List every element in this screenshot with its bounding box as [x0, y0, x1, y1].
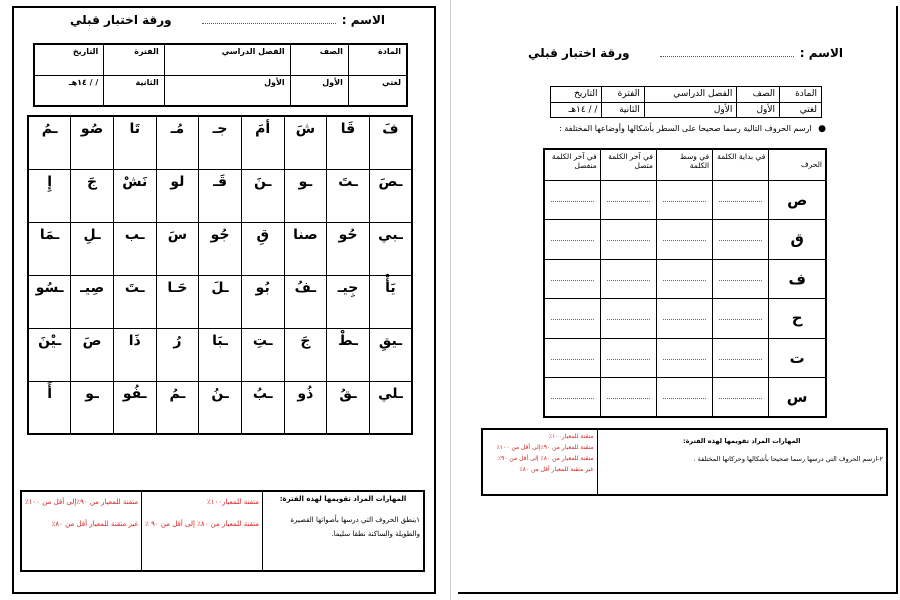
syllable-cell: ـفُو: [113, 381, 156, 434]
grid-row: [28, 275, 412, 328]
letter-cell: ح: [769, 299, 826, 339]
page-divider: [450, 0, 451, 600]
writing-blank[interactable]: [656, 180, 712, 220]
syllable-cell: جِيـ: [327, 275, 370, 328]
syllable-cell: صَ: [71, 328, 114, 381]
dotted-writing-line: [551, 359, 594, 360]
writing-blank[interactable]: [656, 220, 712, 260]
info-header: التاريخ: [551, 87, 602, 103]
criterion: غير متقنة للمعيار أقل من ٨٠٪: [51, 520, 139, 528]
info-header: المادة: [348, 44, 407, 75]
writing-blank[interactable]: [600, 378, 656, 418]
syllable-cell: ـنُ: [199, 381, 242, 434]
name-field[interactable]: [660, 47, 794, 57]
skills-title: المهارات المراد تقويمها لهذه الفترة:: [279, 495, 407, 503]
writing-blank[interactable]: [544, 259, 600, 299]
info-value: الأول: [737, 102, 780, 118]
writing-blank[interactable]: [713, 220, 769, 260]
info-value: الثانية: [104, 75, 164, 106]
syllable-cell: بُو: [241, 275, 284, 328]
writing-blank[interactable]: [656, 299, 712, 339]
dotted-writing-line: [719, 319, 762, 320]
syllable-reading-grid: [27, 115, 413, 435]
dotted-writing-line: [607, 280, 650, 281]
dotted-writing-line: [663, 319, 706, 320]
dotted-writing-line: [607, 201, 650, 202]
info-header: الفصل الدراسي: [164, 44, 290, 75]
letter-cell: ق: [769, 220, 826, 260]
info-header: الصف: [290, 44, 348, 75]
grid-row: [28, 381, 412, 434]
skills-title: المهارات المراد تقويمها لهذه الفترة:: [683, 437, 801, 445]
syllable-cell: جُو: [199, 222, 242, 275]
dotted-writing-line: [551, 240, 594, 241]
dotted-writing-line: [663, 359, 706, 360]
left-header: [70, 13, 385, 27]
syllable-cell: ـتَ: [113, 275, 156, 328]
dotted-writing-line: [663, 398, 706, 399]
syllable-cell: ـمُ: [156, 381, 199, 434]
grid-row: [28, 169, 412, 222]
syllable-cell: جـ: [199, 116, 242, 169]
syllable-cell: ذَا: [113, 328, 156, 381]
dotted-writing-line: [719, 359, 762, 360]
writing-blank[interactable]: [600, 259, 656, 299]
letter-row: [544, 338, 826, 378]
criterion: متقنة للمعيار من ٨٠٪ إلى أقل من ٩٠ ٪: [145, 520, 259, 528]
column-header: في بداية الكلمة: [713, 149, 769, 180]
syllable-cell: لو: [156, 169, 199, 222]
dotted-writing-line: [607, 319, 650, 320]
syllable-cell: قَا: [327, 116, 370, 169]
letter-forms-table: [543, 148, 827, 418]
criterion: متقنة للمعيار١٠٠٪: [548, 433, 594, 440]
info-header: المادة: [780, 87, 822, 103]
syllable-cell: ـمُ: [28, 116, 71, 169]
letter-row: [544, 180, 826, 220]
letter-cell: ص: [769, 180, 826, 220]
syllable-cell: ـصَ: [369, 169, 412, 222]
syllable-cell: ـبَا: [199, 328, 242, 381]
syllable-cell: قَـ: [199, 169, 242, 222]
name-label: الاسم :: [799, 46, 843, 60]
syllable-cell: أَ: [28, 381, 71, 434]
info-header: الصف: [737, 87, 780, 103]
instruction-text: ارسم الحروف التالية رسما صحيحا على السطر بأشكالها وأوضاعها المختلفة :: [559, 124, 812, 133]
dotted-writing-line: [663, 280, 706, 281]
syllable-cell: ـقُ: [327, 381, 370, 434]
writing-blank[interactable]: [600, 220, 656, 260]
info-value: الأول: [164, 75, 290, 106]
syllable-cell: تَا: [113, 116, 156, 169]
worksheet-title: ورقة اختبار قبلي: [528, 46, 630, 60]
dotted-writing-line: [719, 240, 762, 241]
syllable-cell: صنا: [284, 222, 327, 275]
syllable-cell: ـو: [284, 169, 327, 222]
writing-blank[interactable]: [713, 378, 769, 418]
dotted-writing-line: [663, 201, 706, 202]
syllable-cell: رُ: [156, 328, 199, 381]
syllable-cell: ـفُ: [284, 275, 327, 328]
letter-cell: ت: [769, 338, 826, 378]
syllable-cell: ـيْنَ: [28, 328, 71, 381]
syllable-cell: مُـ: [156, 116, 199, 169]
syllable-cell: ـو: [71, 381, 114, 434]
dotted-writing-line: [607, 240, 650, 241]
worksheet-title: ورقة اختبار قبلي: [70, 13, 172, 27]
info-header: الفصل الدراسي: [644, 87, 737, 103]
writing-blank[interactable]: [713, 338, 769, 378]
writing-blank[interactable]: [600, 299, 656, 339]
letter-row: [544, 220, 826, 260]
instruction-line: [559, 124, 826, 134]
criterion: متقنة للمعيار من ٨٠٪ إلى أقل من ٩٠٪: [497, 455, 594, 462]
syllable-cell: ـلِ: [71, 222, 114, 275]
letter-cell: ف: [769, 259, 826, 299]
syllable-cell: صُو: [71, 116, 114, 169]
info-value: لغتي: [780, 102, 822, 118]
name-label: الاسم :: [341, 13, 385, 27]
info-header: التاريخ: [34, 44, 104, 75]
writing-blank[interactable]: [544, 338, 600, 378]
writing-blank[interactable]: [713, 299, 769, 339]
dotted-writing-line: [607, 398, 650, 399]
syllable-cell: ذُو: [284, 381, 327, 434]
letter-row: [544, 299, 826, 339]
syllable-cell: حَـا: [156, 275, 199, 328]
letter-row: [544, 378, 826, 418]
syllable-cell: ـب: [113, 222, 156, 275]
writing-blank[interactable]: [656, 259, 712, 299]
dotted-writing-line: [551, 319, 594, 320]
syllable-cell: جَ: [71, 169, 114, 222]
criterion: متقنة للمعيار من ٩٠٪إلى أقل من ١٠٠٪: [25, 498, 139, 506]
syllable-cell: ـنَ: [241, 169, 284, 222]
right-skills-box: [481, 428, 888, 496]
syllable-cell: إِ: [28, 169, 71, 222]
writing-blank[interactable]: [713, 259, 769, 299]
syllable-cell: قِ: [241, 222, 284, 275]
column-header: في آخر الكلمة منفصل: [544, 149, 600, 180]
writing-blank[interactable]: [656, 378, 712, 418]
grid-row: [28, 222, 412, 275]
skill-text: ١ينطق الحروف التي درسها بأصواتها القصيرة والطويلة والساكنة نطقا سليما.: [290, 516, 420, 538]
syllable-cell: أمَ: [241, 116, 284, 169]
syllable-cell: شَ: [284, 116, 327, 169]
writing-blank[interactable]: [544, 299, 600, 339]
grid-row: [28, 328, 412, 381]
syllable-cell: صِيـ: [71, 275, 114, 328]
syllable-cell: يَأْ: [369, 275, 412, 328]
syllable-cell: ـسُو: [28, 275, 71, 328]
info-header: الفترة: [602, 87, 644, 103]
syllable-cell: نَشْ: [113, 169, 156, 222]
syllable-cell: ـتِ: [241, 328, 284, 381]
syllable-cell: ـبي: [369, 222, 412, 275]
criterion: متقنة للمعيار من ٩٠٪إلى أقل من ١٠٠٪: [496, 444, 594, 451]
left-skills-box: [20, 490, 425, 572]
syllable-cell: ـلي: [369, 381, 412, 434]
letter-row: [544, 259, 826, 299]
dotted-writing-line: [719, 201, 762, 202]
info-header: الفترة: [104, 44, 164, 75]
info-value: الأول: [290, 75, 348, 106]
right-header: [528, 46, 843, 60]
writing-blank[interactable]: [713, 180, 769, 220]
writing-blank[interactable]: [600, 180, 656, 220]
criterion: متقنة للمعيار١٠٠٪: [206, 498, 259, 506]
dotted-writing-line: [607, 359, 650, 360]
column-header: الحرف: [769, 149, 826, 180]
info-value: الثانية: [602, 102, 644, 118]
bullet-icon: ●: [818, 124, 826, 134]
writing-blank[interactable]: [600, 338, 656, 378]
dotted-writing-line: [551, 280, 594, 281]
column-header: في آخر الكلمة متصل: [600, 149, 656, 180]
syllable-cell: ـلَ: [199, 275, 242, 328]
syllable-cell: جَ: [284, 328, 327, 381]
syllable-cell: ـتَ: [327, 169, 370, 222]
syllable-cell: ـمَا: [28, 222, 71, 275]
grid-row: [28, 116, 412, 169]
syllable-cell: ـيقِ: [369, 328, 412, 381]
info-value: / / ١٤هـ: [551, 102, 602, 118]
syllable-cell: ـبُ: [241, 381, 284, 434]
writing-blank[interactable]: [544, 220, 600, 260]
syllable-cell: فَ: [369, 116, 412, 169]
info-value: لغتي: [348, 75, 407, 106]
syllable-cell: سَ: [156, 222, 199, 275]
dotted-writing-line: [663, 240, 706, 241]
skill-text: ٢-ارسم الحروف التي درسها رسما صحيحا بأشكالها وحركاتها المختلفة .: [693, 455, 883, 463]
syllable-cell: ـطْ: [327, 328, 370, 381]
writing-blank[interactable]: [544, 378, 600, 418]
dotted-writing-line: [551, 201, 594, 202]
criterion: غير متقنة للمعيار أقل من ٨٠٪: [519, 466, 594, 473]
info-value: الأول: [644, 102, 737, 118]
right-info-table: [550, 86, 822, 118]
dotted-writing-line: [551, 398, 594, 399]
writing-blank[interactable]: [656, 338, 712, 378]
writing-blank[interactable]: [544, 180, 600, 220]
letter-cell: س: [769, 378, 826, 418]
dotted-writing-line: [719, 280, 762, 281]
name-field[interactable]: [202, 14, 336, 24]
syllable-cell: حُو: [327, 222, 370, 275]
info-value: / / ١٤هـ: [34, 75, 104, 106]
column-header: في وسط الكلمة: [656, 149, 712, 180]
dotted-writing-line: [719, 398, 762, 399]
left-info-table: [33, 43, 408, 107]
